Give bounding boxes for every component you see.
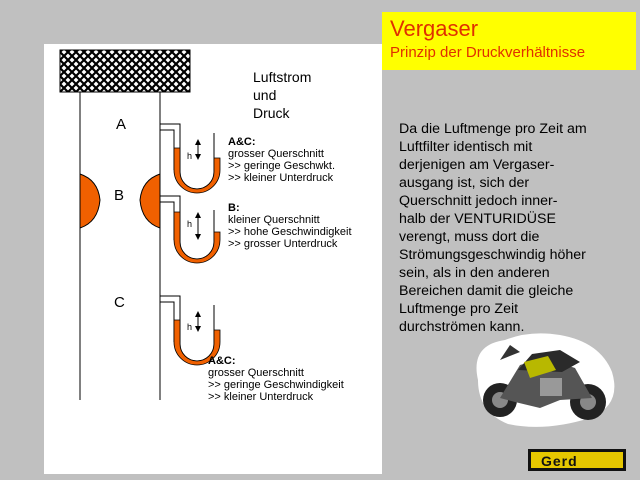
label-a: A — [116, 116, 127, 133]
height-label-c: h — [187, 322, 193, 332]
label-c: C — [114, 294, 125, 311]
page-subtitle: Prinzip der Druckverhältnisse — [390, 44, 586, 61]
motorcycle-image — [477, 333, 615, 427]
page-title: Vergaser — [390, 16, 479, 41]
tube-walls — [80, 92, 160, 400]
venturi-right — [140, 174, 160, 228]
height-label-a: h — [187, 151, 193, 161]
explanation-text: Da die Luftmenge pro Zeit am Luftfilter identisch mit derjenigen am Vergaser- ausgang ist, sich der Querschnitt jedoch inner- halb der VENTURIDÜSE verengt, muss dort die Strömungsgeschwindig höher sein, als in den anderen Bereichen damit die gleiche Luftmenge pro Zeit durchströmen kann. — [399, 121, 587, 335]
gerd-logo: Gerd — [528, 449, 626, 471]
height-label-b: h — [187, 219, 193, 229]
gauge-b-text: B: kleiner Querschnitt >> hohe Geschwindigkeit >> grosser Unterdruck — [228, 202, 352, 250]
label-b: B — [114, 187, 125, 204]
venturi-left — [80, 174, 100, 228]
gauge-b — [160, 196, 220, 263]
gauge-c-text: A&C: grosser Querschnitt >> geringe Geschwindigkeit >> kleiner Unterdruck — [208, 355, 344, 403]
diagram-heading: Luftstrom und Druck — [253, 69, 312, 121]
air-filter — [60, 50, 190, 92]
gauge-a-text: A&C: grosser Querschnitt >> geringe Geschwkt. >> kleiner Unterdruck — [228, 136, 336, 184]
